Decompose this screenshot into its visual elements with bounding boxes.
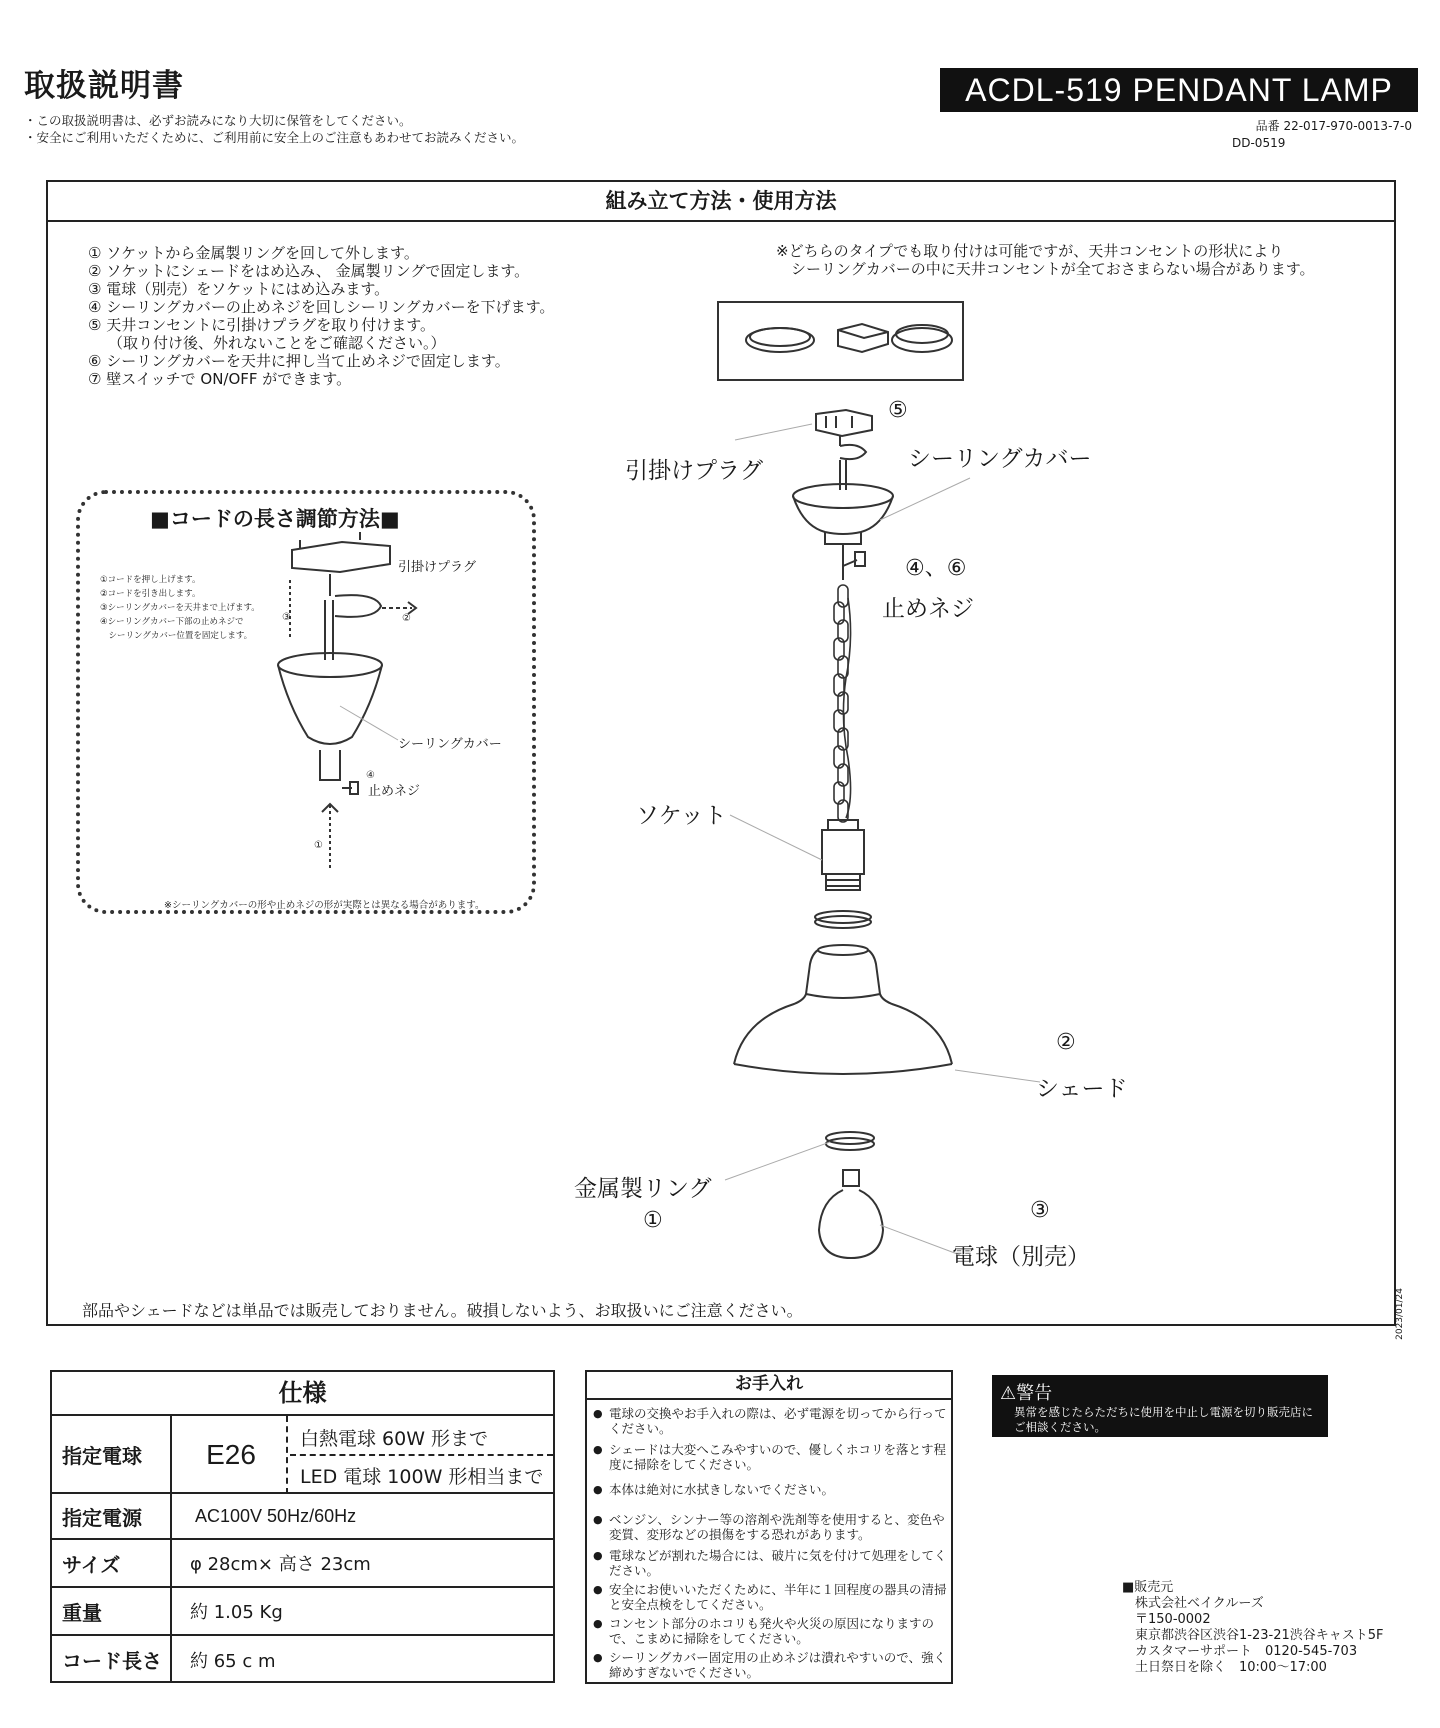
step-item: ① ソケットから金属製リングを回して外します。 [88, 244, 419, 262]
label-metal-ring: 金属製リング [574, 1176, 712, 1202]
step-item: ② ソケットにシェードをはめ込み、 金属製リングで固定します。 [88, 262, 530, 280]
spec-key: 指定電源 [50, 1494, 172, 1538]
assembly-heading: 組み立て方法・使用方法 [46, 180, 1396, 222]
spec-heading: 仕様 [50, 1370, 555, 1416]
part-number: 品番 22-017-970-0013-7-0 [1255, 119, 1412, 133]
seller-line: ■販売元 [1122, 1580, 1174, 1595]
cord-screw-icon [342, 782, 358, 794]
header-note: ・安全にご利用いただくために、ご利用前に安全上のご注意もあわせてお読みください。 [24, 130, 525, 145]
spec-bulb-incandescent: 白熱電球 60W 形まで [300, 1428, 489, 1450]
seller-line: 東京都渋谷区渋谷1-23-21渋谷キャスト5F [1122, 1628, 1384, 1643]
spec-key: サイズ [50, 1540, 172, 1586]
page-title: 取扱説明書 [24, 68, 184, 104]
header-note: ・この取扱説明書は、必ずお読みになり大切に保管をしてください。 [24, 113, 412, 128]
warning-body: 異常を感じたらただちに使用を中止し電源を切り販売店にご相談ください。 [1014, 1405, 1313, 1434]
spec-row-power [50, 1494, 555, 1540]
seller-info [1122, 1580, 1384, 1676]
spec-row-cord [50, 1636, 555, 1683]
spec-key: 指定電球 [50, 1416, 172, 1492]
care-item: ● コンセント部分のホコリも発火や火災の原因になりますので、こまめに掃除をしてください。 [593, 1616, 949, 1646]
step-item: ⑦ 壁スイッチで ON/OFF ができます。 [88, 370, 352, 388]
date-code: 2023/01/24 [1395, 1288, 1405, 1340]
label-socket: ソケット [636, 803, 727, 829]
spec-row-bulb [50, 1416, 555, 1494]
step-item: ③ 電球（別売）をソケットにはめ込みます。 [88, 280, 390, 298]
cord-adjust-title: ■コードの長さ調節方法■ [150, 507, 400, 531]
label-bulb: 電球（別売） [952, 1244, 1090, 1270]
care-item: ● シーリングカバー固定用の止めネジは潰れやすいので、強く締めすぎないでください。 [593, 1650, 949, 1680]
label-plug: 引掛けプラグ [625, 458, 763, 484]
dd-code: DD-0519 [1232, 136, 1286, 150]
label-ceiling-cover: シーリングカバー [908, 446, 1092, 472]
cord-step: ②コードを引き出します。 [100, 589, 201, 599]
care-item: ● 電球の交換やお手入れの際は、必ず電源を切ってから行ってください。 [593, 1406, 949, 1436]
warning-box [992, 1375, 1328, 1437]
label-set-screw: 止めネジ [882, 596, 974, 622]
spec-socket-type: E26 [176, 1416, 288, 1494]
cord-step: ③シーリングカバーを天井まで上げます。 [100, 603, 260, 613]
outlet-note-line: ※どちらのタイプでも取り付けは可能ですが、天井コンセントの形状により [776, 242, 1284, 260]
cord-label-cover: シーリングカバー [398, 737, 502, 752]
care-item: ● 電球などが割れた場合には、破片に気を付けて処理をしてください。 [593, 1548, 949, 1578]
spec-value: 約 1.05 Kg [190, 1602, 283, 1623]
spec-value: AC100V 50Hz/60Hz [195, 1505, 357, 1526]
cord-cover-icon [278, 653, 382, 780]
spec-row-weight [50, 1588, 555, 1636]
cord-note: ※シーリングカバーの形や止めネジの形が実際とは異なる場合があります。 [164, 900, 485, 911]
spec-row-size [50, 1540, 555, 1588]
step-item: ⑥ シーリングカバーを天井に押し当て止めネジで固定します。 [88, 352, 510, 370]
label-shade: シェード [1036, 1076, 1128, 1102]
cord-plug-icon [292, 532, 390, 596]
cord-num: ② [402, 613, 411, 624]
cord-step: シーリングカバー位置を固定します。 [100, 631, 253, 641]
callout-number: ③ [1030, 1198, 1050, 1223]
care-item: ● 本体は絶対に水拭きしないでください。 [593, 1482, 949, 1497]
warning-title: ⚠警告 [1000, 1383, 1053, 1404]
seller-line: カスタマーサポート 0120-545-703 [1122, 1644, 1358, 1659]
spec-bulb-led: LED 電球 100W 形相当まで [300, 1466, 544, 1488]
outlet-note-line: シーリングカバーの中に天井コンセントが全ておさまらない場合があります。 [776, 260, 1315, 278]
spec-value: 約 65 c m [190, 1650, 276, 1672]
seller-line: 土日祭日を除く 10:00〜17:00 [1122, 1660, 1327, 1675]
seller-line: 株式会社ベイクルーズ [1122, 1596, 1264, 1611]
cord-label-plug: 引掛けプラグ [398, 560, 477, 575]
spec-value: φ 28cm× 高さ 23cm [190, 1554, 371, 1575]
spec-divider [290, 1454, 553, 1456]
cord-label-screw: 止めネジ [368, 784, 421, 799]
step-item: ④ シーリングカバーの止めネジを回しシーリングカバーを下げます。 [88, 298, 555, 316]
care-heading: お手入れ [585, 1370, 953, 1400]
care-item: ● シェードは大変へこみやすいので、優しくホコリを落とす程度に掃除をしてください。 [593, 1442, 949, 1472]
cord-num: ④ [366, 770, 375, 781]
cord-loop [335, 595, 381, 617]
spec-key: コード長さ [50, 1636, 172, 1683]
cord-num: ① [314, 840, 323, 851]
step-item: （取り付け後、外れないことをご確認ください。） [108, 334, 446, 352]
assembly-footer-note: 部品やシェードなどは単品では販売しておりません。破損しないよう、お取扱いにご注意ください。 [82, 1301, 803, 1320]
care-item: ● 安全にお使いいただくために、半年に１回程度の器具の清掃と安全点検をしてください。 [593, 1582, 949, 1612]
callout-number: ② [1056, 1030, 1076, 1055]
callout-number: ① [643, 1208, 663, 1233]
callout-number: ⑤ [888, 398, 908, 423]
model-banner: ACDL-519 PENDANT LAMP [940, 68, 1418, 112]
care-item: ● ベンジン、シンナー等の溶剤や洗剤等を使用すると、変色や変質、変形などの損傷をする恐れがあります。 [593, 1512, 949, 1542]
cord-step: ④シーリングカバー下部の止めネジで [100, 617, 244, 627]
callout-number: ④、⑥ [905, 556, 967, 581]
spec-key: 重量 [50, 1588, 172, 1634]
step-item: ⑤ 天井コンセントに引掛けプラグを取り付けます。 [88, 316, 436, 334]
cord-num: ③ [282, 612, 291, 623]
seller-line: 〒150-0002 [1122, 1612, 1211, 1627]
cord-step: ①コードを押し上げます。 [100, 575, 201, 585]
